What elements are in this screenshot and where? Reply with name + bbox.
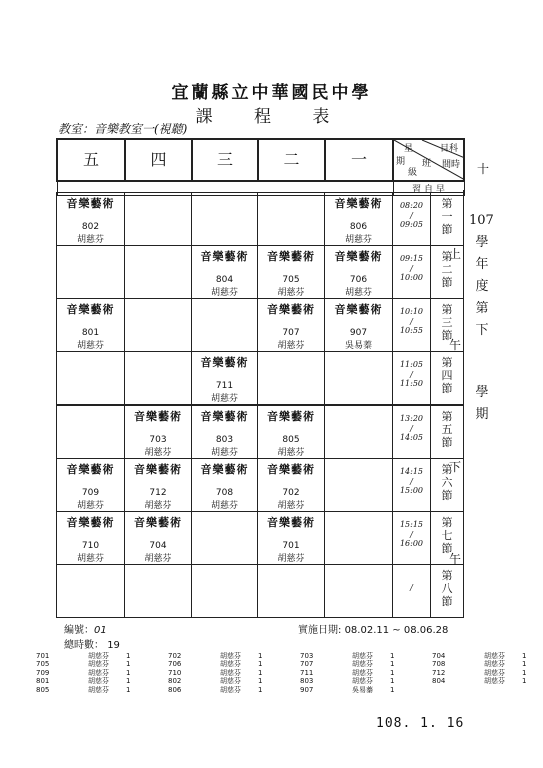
summary-teacher: 胡慈芬 [352, 668, 373, 677]
schedule-cell-fri [57, 512, 125, 565]
header-table [56, 138, 465, 196]
subject-name: 音樂藝術 [66, 516, 115, 529]
schedule-cell-fri [57, 246, 125, 299]
schedule-cell-mon [325, 246, 393, 299]
period-row [57, 352, 464, 406]
period-row [57, 246, 464, 299]
schedule-cell-thu [125, 299, 192, 352]
summary-class: 705 [36, 660, 50, 669]
summary-entry [432, 660, 532, 668]
period-time [393, 512, 431, 565]
period-start-time: 14:15 [399, 467, 424, 476]
period-end-time: 11:50 [399, 379, 424, 388]
summary-entry [432, 677, 532, 685]
total-hours-row [64, 636, 120, 651]
schedule-cell-mon [325, 405, 393, 459]
summary-entry [36, 677, 136, 685]
code-row [64, 621, 107, 636]
period-label: 第七節 [441, 516, 453, 555]
subject-name: 音樂藝術 [267, 463, 315, 476]
semester-char: 學 [475, 235, 489, 250]
period-time [393, 459, 431, 512]
class-number: 803 [215, 435, 234, 445]
period-row [57, 405, 464, 459]
side-am-1: 上 [449, 247, 462, 261]
time-separator: / [410, 477, 413, 486]
period-label-cell [431, 193, 464, 246]
summary-entry [300, 652, 400, 660]
summary-teacher: 胡慈芬 [88, 652, 109, 660]
period-row [57, 565, 464, 618]
schedule-cell-fri [57, 352, 125, 406]
schedule-cell-tue [258, 193, 325, 246]
summary-class: 702 [168, 652, 182, 660]
summary-entry [36, 669, 136, 677]
schedule-cell-wed [192, 405, 258, 459]
class-number: 703 [149, 435, 167, 445]
period-label-cell [431, 565, 464, 618]
period-time [393, 405, 431, 459]
class-number: 710 [81, 541, 100, 551]
period-start-time: 08:20 [399, 201, 424, 210]
summary-hours: 1 [258, 668, 263, 677]
summary-entry [168, 660, 268, 668]
date-stamp: 108. 1. 16 [376, 716, 465, 731]
class-number: 806 [349, 222, 368, 232]
right-border-line [463, 190, 464, 606]
summary-hours: 1 [126, 668, 131, 677]
period-end-time: 15:00 [399, 486, 424, 495]
class-number: 709 [81, 488, 100, 498]
summary-teacher: 胡慈芬 [88, 660, 109, 669]
period-start-time: 11:05 [399, 360, 424, 369]
subject-name: 音樂藝術 [200, 463, 249, 476]
schedule-cell-mon [325, 512, 393, 565]
summary-hours: 1 [258, 677, 263, 686]
period-label: 第一節 [441, 197, 453, 236]
corner-header [393, 139, 464, 181]
period-start-time: 10:10 [399, 307, 424, 316]
summary-hours: 1 [258, 685, 263, 694]
semester-char: 下 [475, 323, 489, 338]
subject-name: 音樂藝術 [66, 463, 115, 476]
side-pm-1: 下 [449, 460, 462, 474]
period-end-time: 16:00 [399, 539, 424, 548]
summary-teacher: 胡慈芬 [220, 685, 241, 694]
subject-name: 音樂藝術 [334, 303, 383, 316]
subject-name: 音樂藝術 [267, 250, 315, 263]
day-header-tue: 二 [258, 139, 325, 181]
summary-entry [300, 669, 400, 677]
subject-name: 音樂藝術 [134, 410, 182, 423]
summary-hours: 1 [522, 660, 527, 669]
summary-hours: 1 [390, 685, 395, 694]
summary-column [36, 652, 136, 694]
period-row [57, 512, 464, 565]
schedule-cell-wed [192, 299, 258, 352]
period-end-time: 10:00 [399, 273, 424, 282]
period-end-time: 10:55 [399, 326, 424, 335]
class-number: 801 [81, 328, 100, 338]
period-time [393, 299, 431, 352]
summary-entry [432, 669, 532, 677]
corner-class-label-2: 班 [422, 159, 432, 169]
teacher-name: 胡慈芬 [344, 288, 372, 298]
period-label: 第三節 [441, 303, 453, 342]
teacher-name: 胡慈芬 [344, 235, 372, 245]
total-hours-value: 19 [107, 640, 120, 651]
subject-name: 音樂藝術 [200, 250, 249, 263]
schedule-cell-thu [125, 352, 192, 406]
summary-entry [168, 677, 268, 685]
summary-class: 706 [168, 660, 182, 669]
summary-entry [168, 652, 268, 660]
period-row [57, 299, 464, 352]
side-pm-2: 午 [449, 552, 462, 566]
summary-class: 802 [168, 677, 182, 686]
teacher-name: 胡慈芬 [210, 288, 238, 298]
subject-name: 音樂藝術 [267, 410, 315, 423]
teacher-name: 胡慈芬 [277, 288, 305, 298]
summary-class: 805 [36, 685, 50, 694]
teacher-name: 胡慈芬 [76, 554, 104, 564]
day-header-wed: 三 [192, 139, 258, 181]
summary-column [300, 652, 400, 694]
schedule-cell-wed [192, 352, 258, 406]
period-start-time: 13:20 [399, 414, 424, 423]
summary-class: 804 [432, 677, 446, 686]
summary-entry [300, 660, 400, 668]
schedule-cell-mon [325, 299, 393, 352]
date-label: 實施日期: [298, 625, 342, 636]
summary-hours: 1 [258, 660, 263, 669]
school-name: 宜蘭縣立中華國民中學 [171, 83, 372, 103]
period-time [393, 246, 431, 299]
schedule-cell-mon [325, 565, 393, 618]
teacher-name: 胡慈芬 [76, 341, 104, 351]
summary-class: 710 [168, 668, 182, 677]
period-start-time: 09:15 [399, 254, 424, 263]
schedule-cell-tue [258, 459, 325, 512]
class-number: 702 [282, 488, 300, 498]
teacher-name: 胡慈芬 [144, 448, 172, 458]
class-number: 802 [81, 222, 100, 232]
side-ten: 十 [477, 162, 490, 176]
summary-class: 907 [300, 685, 314, 694]
subject-name: 音樂藝術 [267, 516, 315, 529]
teacher-name: 胡慈芬 [76, 501, 104, 511]
teacher-name: 胡慈芬 [210, 448, 238, 458]
summary-class: 704 [432, 652, 446, 660]
schedule-cell-wed [192, 459, 258, 512]
semester-char: 度 [475, 279, 489, 294]
summary-hours: 1 [522, 652, 527, 660]
schedule-cell-tue [258, 352, 325, 406]
morning-study-label: 習 自 早 [393, 181, 464, 196]
schedule-cell-tue [258, 246, 325, 299]
class-number: 712 [149, 488, 167, 498]
teacher-name: 胡慈芬 [210, 394, 238, 404]
date-range: 08.02.11 ~ 08.06.28 [344, 625, 449, 636]
summary-class: 708 [432, 660, 446, 669]
subject-name: 音樂藝術 [134, 463, 182, 476]
schedule-cell-tue [258, 565, 325, 618]
schedule-table [56, 192, 464, 618]
period-label: 第六節 [441, 463, 453, 502]
schedule-cell-thu [125, 565, 192, 618]
summary-hours: 1 [390, 668, 395, 677]
period-label-cell [431, 352, 464, 406]
class-number: 705 [282, 275, 300, 285]
summary-hours: 1 [126, 685, 131, 694]
teacher-name: 胡慈芬 [144, 501, 172, 511]
period-row [57, 459, 464, 512]
subject-name: 音樂藝術 [334, 197, 383, 210]
period-label: 第八節 [441, 569, 453, 608]
summary-hours: 1 [126, 652, 131, 660]
summary-entry [36, 652, 136, 660]
classroom-label: 教室：音樂教室一(視聽) [58, 122, 188, 136]
subject-name: 音樂藝術 [200, 356, 249, 369]
day-header-mon: 一 [325, 139, 393, 181]
summary-entry [36, 686, 136, 694]
schedule-cell-mon [325, 352, 393, 406]
time-separator: / [410, 530, 413, 539]
semester-vertical-label [470, 232, 494, 426]
period-time [393, 193, 431, 246]
schedule-cell-wed [192, 246, 258, 299]
teacher-name: 胡慈芬 [277, 501, 305, 511]
schedule-cell-wed [192, 193, 258, 246]
summary-hours: 1 [258, 652, 263, 660]
summary-teacher: 胡慈芬 [484, 652, 505, 660]
summary-teacher: 胡慈芬 [220, 652, 241, 660]
semester-char: 學 [475, 385, 489, 400]
summary-hours: 1 [390, 652, 395, 660]
semester-char: 期 [475, 407, 489, 422]
corner-time-label: 間時 [442, 160, 461, 170]
summary-entry [168, 669, 268, 677]
summary-teacher: 胡慈芬 [352, 652, 373, 660]
time-separator: / [410, 424, 413, 433]
period-row [57, 193, 464, 246]
summary-class: 701 [36, 652, 50, 660]
teacher-name: 吳易蓁 [344, 341, 372, 351]
subject-name: 音樂藝術 [66, 197, 115, 210]
code-label: 編號： [64, 625, 94, 636]
schedule-cell-fri [57, 193, 125, 246]
schedule-cell-tue [258, 299, 325, 352]
class-number: 711 [215, 381, 234, 391]
teacher-name: 胡慈芬 [76, 235, 104, 245]
summary-teacher: 胡慈芬 [220, 677, 241, 686]
summary-teacher: 胡慈芬 [484, 660, 505, 669]
period-label-cell [431, 405, 464, 459]
schedule-cell-wed [192, 565, 258, 618]
schedule-cell-thu [125, 246, 192, 299]
summary-hours: 1 [522, 668, 527, 677]
subject-name: 音樂藝術 [334, 250, 383, 263]
summary-teacher: 胡慈芬 [88, 677, 109, 686]
period-label: 第五節 [441, 410, 453, 449]
summary-entry [168, 686, 268, 694]
class-number: 708 [215, 488, 234, 498]
class-number: 907 [349, 328, 368, 338]
schedule-cell-fri [57, 299, 125, 352]
summary-column [432, 652, 532, 686]
summary-class: 801 [36, 677, 50, 686]
summary-teacher: 胡慈芬 [352, 660, 373, 669]
summary-teacher: 胡慈芬 [220, 660, 241, 669]
document-title: 課 程 表 [195, 107, 348, 127]
teacher-name: 胡慈芬 [277, 554, 305, 564]
corner-weekday-label-2: 期 [396, 157, 406, 167]
summary-hours: 1 [390, 660, 395, 669]
summary-entry [300, 677, 400, 685]
schedule-cell-mon [325, 459, 393, 512]
summary-class: 709 [36, 668, 50, 677]
summary-entry [300, 686, 400, 694]
summary-teacher: 胡慈芬 [352, 677, 373, 686]
period-label: 第四節 [441, 356, 453, 395]
summary-teacher: 胡慈芬 [88, 685, 109, 694]
schedule-cell-thu [125, 193, 192, 246]
class-number: 804 [215, 275, 234, 285]
period-end-time: 09:05 [399, 220, 424, 229]
corner-class-label: 級 [408, 168, 418, 178]
summary-column [168, 652, 268, 694]
corner-subject-label: 目科 [440, 144, 459, 154]
total-hours-label: 總時數： [64, 640, 104, 651]
semester-char: 第 [475, 301, 489, 316]
period-time [393, 565, 431, 618]
subject-name: 音樂藝術 [66, 303, 115, 316]
code-value: 01 [94, 625, 107, 636]
time-separator: / [410, 211, 413, 220]
subject-name: 音樂藝術 [134, 516, 182, 529]
period-end-time: 14:05 [399, 433, 424, 442]
time-separator: / [410, 317, 413, 326]
summary-class: 703 [300, 652, 314, 660]
teacher-name: 胡慈芬 [144, 554, 172, 564]
time-separator: / [410, 264, 413, 273]
summary-class: 707 [300, 660, 314, 669]
summary-hours: 1 [390, 677, 395, 686]
schedule-cell-wed [192, 512, 258, 565]
summary-class: 806 [168, 685, 182, 694]
semester-number: 107 [469, 213, 494, 228]
schedule-cell-tue [258, 405, 325, 459]
schedule-cell-fri [57, 405, 125, 459]
summary-teacher: 胡慈芬 [484, 668, 505, 677]
class-number: 704 [149, 541, 167, 551]
time-separator: / [410, 583, 413, 592]
summary-hours: 1 [126, 677, 131, 686]
subject-name: 音樂藝術 [267, 303, 315, 316]
schedule-cell-thu [125, 512, 192, 565]
summary-entry [432, 652, 532, 660]
period-label: 第二節 [441, 250, 453, 289]
schedule-cell-mon [325, 193, 393, 246]
summary-teacher: 胡慈芬 [484, 677, 505, 686]
schedule-cell-fri [57, 565, 125, 618]
side-am-2: 午 [449, 338, 462, 352]
summary-teacher: 吳易蓁 [352, 685, 373, 694]
corner-weekday-label: 星 [404, 144, 414, 154]
class-number: 707 [282, 328, 300, 338]
schedule-cell-fri [57, 459, 125, 512]
summary-class: 712 [432, 668, 446, 677]
period-time [393, 352, 431, 406]
subject-name: 音樂藝術 [200, 410, 249, 423]
time-separator: / [410, 370, 413, 379]
summary-class: 711 [300, 668, 314, 677]
semester-char: 年 [475, 257, 489, 272]
schedule-cell-thu [125, 405, 192, 459]
summary-entry [36, 660, 136, 668]
day-header-thu: 四 [125, 139, 192, 181]
class-number: 805 [282, 435, 300, 445]
class-number: 701 [282, 541, 300, 551]
summary-hours: 1 [522, 677, 527, 686]
date-row [298, 621, 448, 636]
period-start-time: 15:15 [399, 520, 424, 529]
teacher-name: 胡慈芬 [277, 341, 305, 351]
teacher-name: 胡慈芬 [277, 448, 305, 458]
summary-hours: 1 [126, 660, 131, 669]
summary-teacher: 胡慈芬 [220, 668, 241, 677]
day-header-fri: 五 [57, 139, 125, 181]
class-number: 706 [349, 275, 368, 285]
teacher-name: 胡慈芬 [210, 501, 238, 511]
schedule-cell-tue [258, 512, 325, 565]
schedule-cell-thu [125, 459, 192, 512]
summary-class: 803 [300, 677, 314, 686]
summary-teacher: 胡慈芬 [88, 668, 109, 677]
